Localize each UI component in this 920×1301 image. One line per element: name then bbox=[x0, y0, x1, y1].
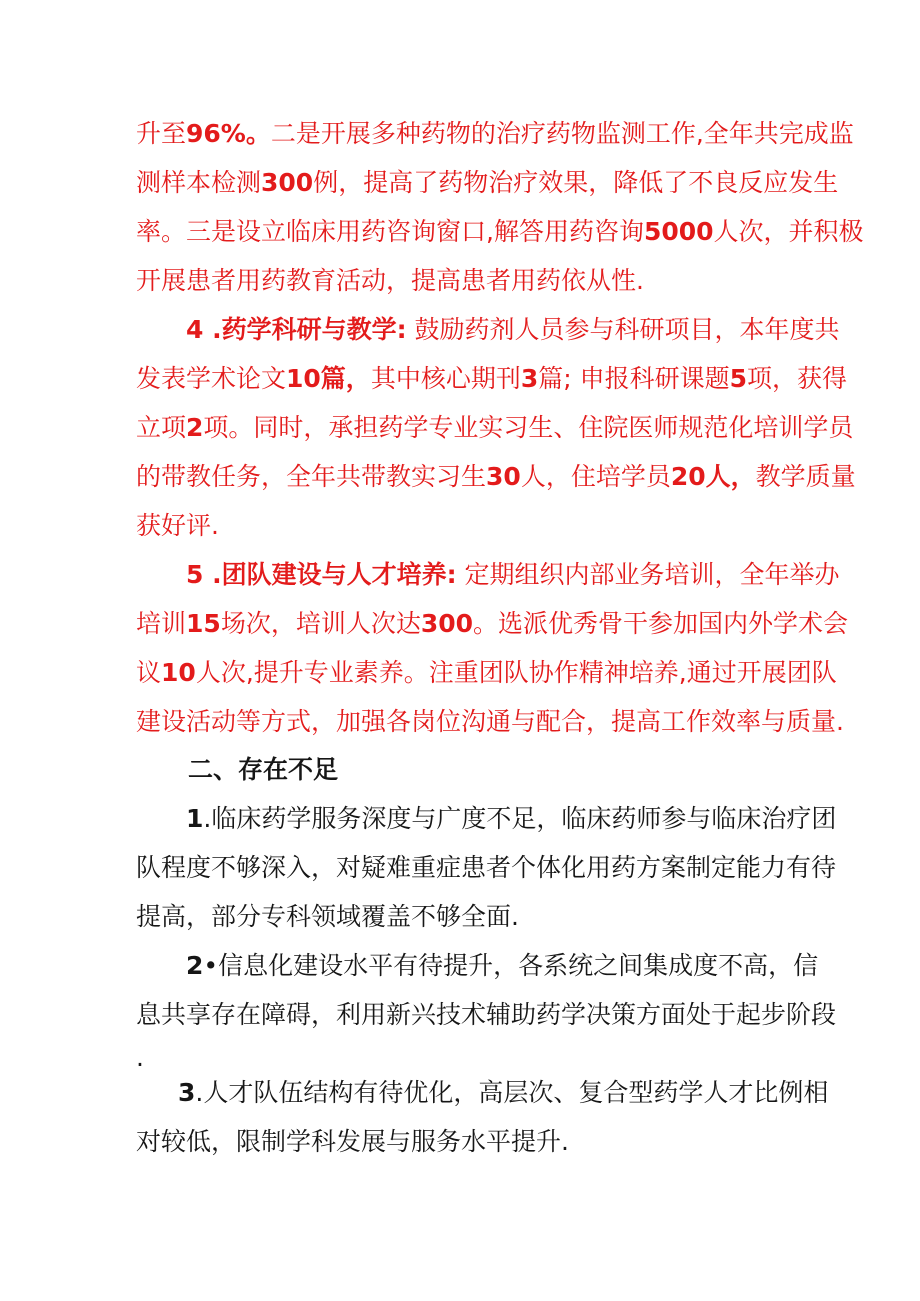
list-item-line: 1.临床药学服务深度与广度不足，临床药师参与临床治疗团 bbox=[186, 804, 837, 833]
paragraph-line: 的带教任务，全年共带教实习生30人，住培学员20人，教学质量 bbox=[136, 462, 856, 491]
paragraph-line: 队程度不够深入，对疑难重症患者个体化用药方案制定能力有待 bbox=[136, 853, 837, 882]
paragraph-line: 率。三是设立临床用药咨询窗口,解答用药咨询5000人次，并积极 bbox=[136, 217, 864, 246]
paragraph-line: 发表学术论文10篇，其中核心期刊3篇; 申报科研课题5项，获得 bbox=[136, 364, 848, 393]
list-item-line: 3.人才队伍结构有待优化，高层次、复合型药学人才比例相 bbox=[178, 1078, 829, 1107]
paragraph-line: 开展患者用药教育活动，提高患者用药依从性. bbox=[136, 266, 644, 295]
paragraph-line: 息共享存在障碍，利用新兴技术辅助药学决策方面处于起步阶段 bbox=[136, 1000, 837, 1029]
paragraph-line: 立项2项。同时，承担药学专业实习生、住院医师规范化培训学员 bbox=[136, 413, 854, 442]
list-item-line: 2•信息化建设水平有待提升，各系统之间集成度不高，信 bbox=[186, 951, 819, 980]
paragraph-line: 对较低，限制学科发展与服务水平提升. bbox=[136, 1127, 569, 1156]
paragraph-line: 培训15场次，培训人次达300。选派优秀骨干参加国内外学术会 bbox=[136, 609, 849, 638]
section-heading-line: 5 .团队建设与人才培养: 定期组织内部业务培训，全年举办 bbox=[186, 560, 840, 589]
section-heading-line: 4 .药学科研与教学: 鼓励药剂人员参与科研项目，本年度共 bbox=[186, 315, 840, 344]
paragraph-line: 获好评. bbox=[136, 511, 219, 540]
paragraph-line: 升至96%。二是开展多种药物的治疗药物监测工作,全年共完成监 bbox=[136, 119, 854, 148]
section-title: 二、存在不足 bbox=[188, 755, 339, 784]
paragraph-line: 议10人次,提升专业素养。注重团队协作精神培养,通过开展团队 bbox=[136, 658, 837, 687]
paragraph-line: 提高，部分专科领域覆盖不够全面. bbox=[136, 902, 519, 931]
paragraph-line: 建设活动等方式，加强各岗位沟通与配合，提高工作效率与质量. bbox=[136, 707, 844, 736]
paragraph-line: . bbox=[136, 1043, 144, 1072]
paragraph-line: 测样本检测300例，提高了药物治疗效果，降低了不良反应发生 bbox=[136, 168, 839, 197]
